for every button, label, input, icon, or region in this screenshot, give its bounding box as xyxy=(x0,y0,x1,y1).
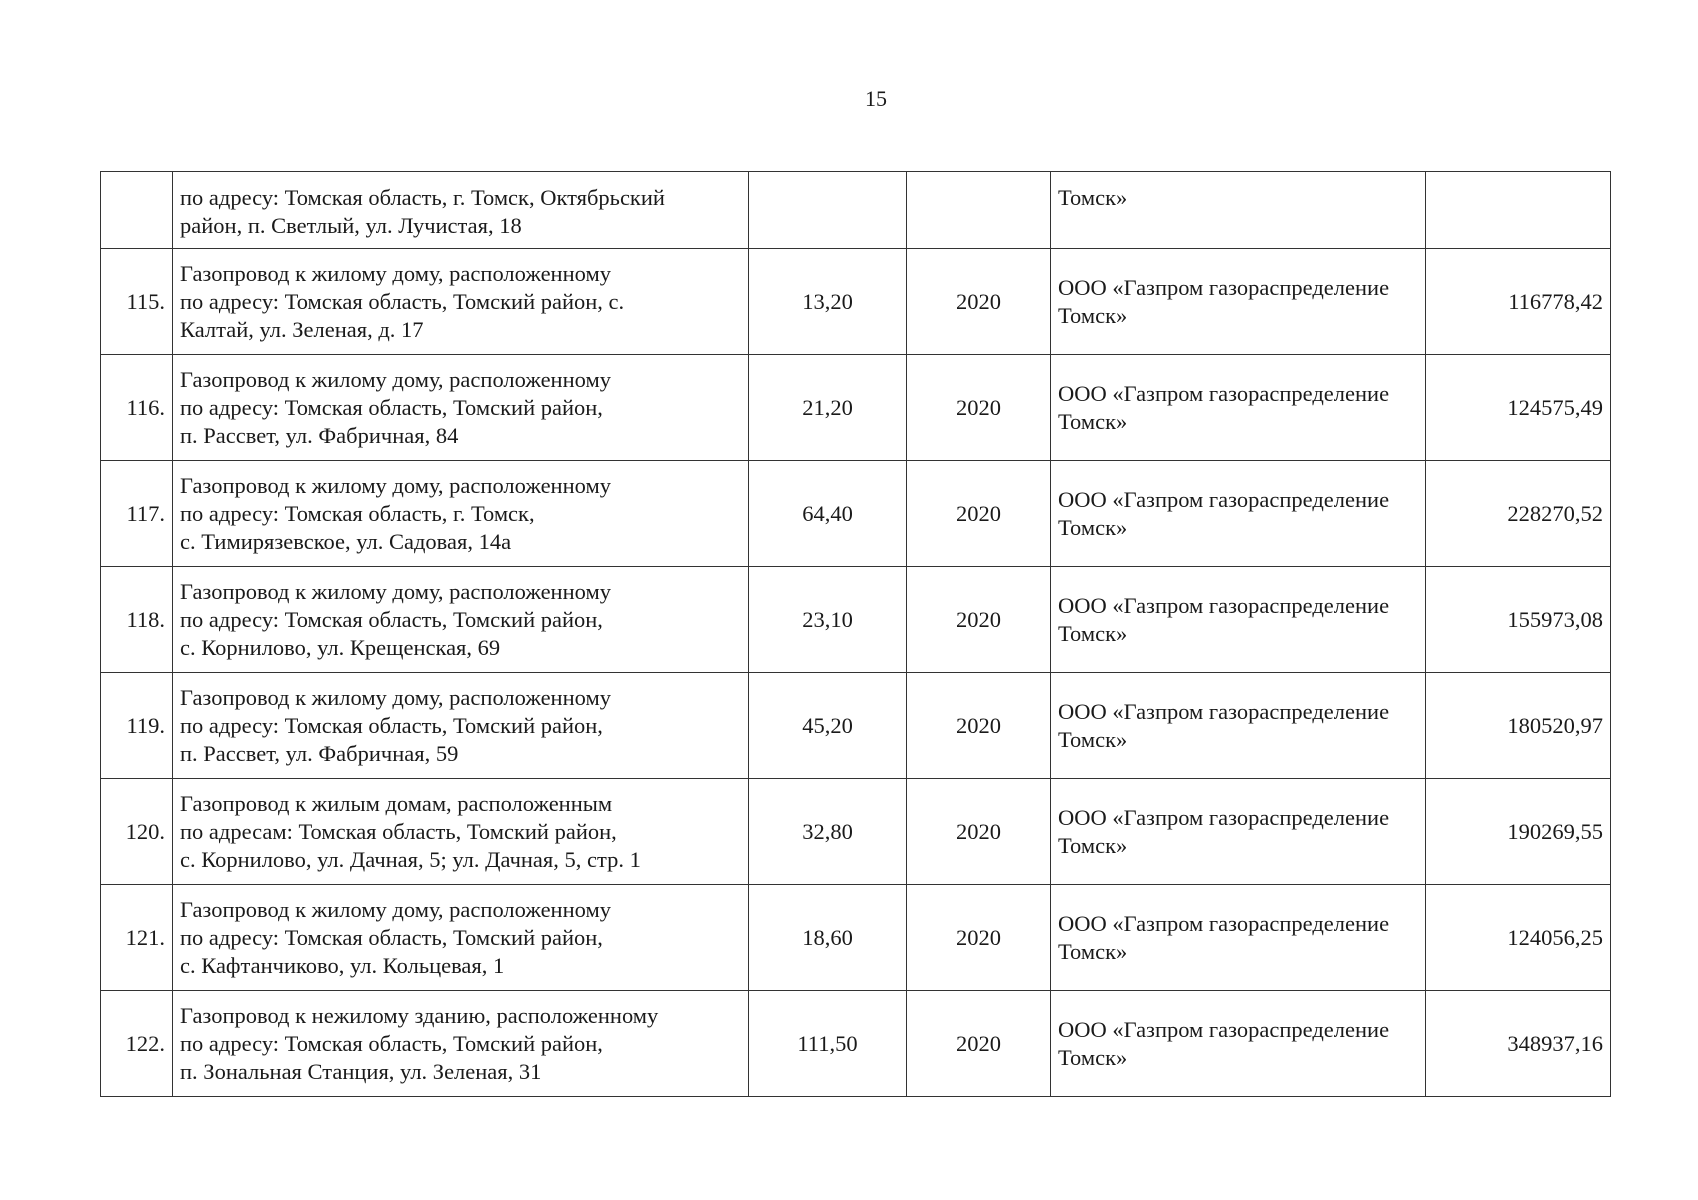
year-value: 2020 xyxy=(907,991,1051,1097)
organization-line: ООО «Газпром газораспределение xyxy=(1058,698,1390,724)
row-number: 116. xyxy=(101,355,173,461)
object-name-line: Газопровод к жилому дому, расположенному xyxy=(180,260,611,286)
organization-cell xyxy=(1051,779,1426,885)
year-value: 2020 xyxy=(907,249,1051,355)
object-name-line: Газопровод к жилому дому, расположенному xyxy=(180,472,611,498)
object-name-line: Газопровод к жилому дому, расположенному xyxy=(180,578,611,604)
objects-table xyxy=(100,171,1611,1097)
object-name-line: по адресу: Томская область, г. Томск, Октябрьский xyxy=(180,185,665,210)
cost-value: 124056,25 xyxy=(1426,885,1611,991)
organization-line: Томск» xyxy=(1058,514,1128,540)
organization-line: ООО «Газпром газораспределение xyxy=(1058,804,1390,830)
organization-cell xyxy=(1051,991,1426,1097)
object-name-line: с. Корнилово, ул. Крещенская, 69 xyxy=(180,634,501,660)
length-cell xyxy=(749,172,907,249)
organization-line: ООО «Газпром газораспределение xyxy=(1058,486,1390,512)
object-name-line: с. Тимирязевское, ул. Садовая, 14а xyxy=(180,528,512,554)
object-name-line: п. Рассвет, ул. Фабричная, 59 xyxy=(180,740,459,766)
organization-line: Томск» xyxy=(1058,408,1128,434)
object-name-cell xyxy=(173,779,749,885)
table-row xyxy=(101,673,1611,779)
object-name-line: п. Зональная Станция, ул. Зеленая, 31 xyxy=(180,1058,542,1084)
object-name-line: по адресу: Томская область, г. Томск, xyxy=(180,500,535,526)
object-name-line: с. Кафтанчиково, ул. Кольцевая, 1 xyxy=(180,952,505,978)
organization-cell xyxy=(1051,885,1426,991)
object-name-line: по адресу: Томская область, Томский район, xyxy=(180,606,603,632)
object-name-cell xyxy=(173,461,749,567)
object-name-line: по адресу: Томская область, Томский район, xyxy=(180,924,603,950)
object-name-line: Газопровод к жилому дому, расположенному xyxy=(180,684,611,710)
table-row xyxy=(101,885,1611,991)
row-number: 121. xyxy=(101,885,173,991)
organization-cell xyxy=(1051,249,1426,355)
page-number: 15 xyxy=(865,86,887,111)
row-number-cell xyxy=(101,172,173,249)
table-row xyxy=(101,991,1611,1097)
table-row xyxy=(101,249,1611,355)
object-name-line: по адресам: Томская область, Томский район, xyxy=(180,818,617,844)
length-value: 64,40 xyxy=(749,461,907,567)
object-name-line: по адресу: Томская область, Томский район, xyxy=(180,712,603,738)
row-number: 118. xyxy=(101,567,173,673)
object-name-line: Газопровод к жилым домам, расположенным xyxy=(180,790,613,816)
row-number: 122. xyxy=(101,991,173,1097)
object-name-cell xyxy=(173,991,749,1097)
length-value: 18,60 xyxy=(749,885,907,991)
year-value: 2020 xyxy=(907,673,1051,779)
organization-line: Томск» xyxy=(1058,302,1128,328)
object-name-line: Калтай, ул. Зеленая, д. 17 xyxy=(180,316,424,342)
object-name-cell xyxy=(173,567,749,673)
organization-cell xyxy=(1051,461,1426,567)
object-name-line: с. Корнилово, ул. Дачная, 5; ул. Дачная, 5, стр. 1 xyxy=(180,846,641,872)
cost-value: 124575,49 xyxy=(1426,355,1611,461)
cost-cell xyxy=(1426,172,1611,249)
row-number: 115. xyxy=(101,249,173,355)
organization-line: Томск» xyxy=(1058,1044,1128,1070)
length-value: 23,10 xyxy=(749,567,907,673)
table-row xyxy=(101,355,1611,461)
organization-line: Томск» xyxy=(1058,185,1128,210)
object-name-cell xyxy=(173,355,749,461)
cost-value: 190269,55 xyxy=(1426,779,1611,885)
year-value: 2020 xyxy=(907,461,1051,567)
object-name-line: по адресу: Томская область, Томский район, xyxy=(180,1030,603,1056)
organization-line: ООО «Газпром газораспределение xyxy=(1058,380,1390,406)
organization-line: Томск» xyxy=(1058,726,1128,752)
organization-cell xyxy=(1051,567,1426,673)
object-name-line: район, п. Светлый, ул. Лучистая, 18 xyxy=(180,213,522,238)
row-number: 117. xyxy=(101,461,173,567)
object-name-cell xyxy=(173,172,749,249)
object-name-line: по адресу: Томская область, Томский район, с. xyxy=(180,288,625,314)
year-value: 2020 xyxy=(907,355,1051,461)
organization-cell xyxy=(1051,172,1426,249)
organization-line: Томск» xyxy=(1058,620,1128,646)
length-value: 13,20 xyxy=(749,249,907,355)
organization-line: ООО «Газпром газораспределение xyxy=(1058,592,1390,618)
table-row xyxy=(101,779,1611,885)
cost-value: 155973,08 xyxy=(1426,567,1611,673)
object-name-line: Газопровод к нежилому зданию, расположенному xyxy=(180,1002,659,1028)
organization-line: ООО «Газпром газораспределение xyxy=(1058,910,1390,936)
table-row xyxy=(101,461,1611,567)
organization-line: ООО «Газпром газораспределение xyxy=(1058,1016,1390,1042)
cost-value: 228270,52 xyxy=(1426,461,1611,567)
organization-cell xyxy=(1051,673,1426,779)
cost-value: 180520,97 xyxy=(1426,673,1611,779)
year-value: 2020 xyxy=(907,567,1051,673)
object-name-line: п. Рассвет, ул. Фабричная, 84 xyxy=(180,422,459,448)
table-row xyxy=(101,567,1611,673)
cost-value: 116778,42 xyxy=(1426,249,1611,355)
year-value: 2020 xyxy=(907,885,1051,991)
year-cell xyxy=(907,172,1051,249)
object-name-cell xyxy=(173,249,749,355)
year-value: 2020 xyxy=(907,779,1051,885)
organization-line: Томск» xyxy=(1058,938,1128,964)
object-name-cell xyxy=(173,885,749,991)
object-name-line: Газопровод к жилому дому, расположенному xyxy=(180,366,611,392)
row-number: 120. xyxy=(101,779,173,885)
object-name-cell xyxy=(173,673,749,779)
length-value: 111,50 xyxy=(749,991,907,1097)
object-name-line: Газопровод к жилому дому, расположенному xyxy=(180,896,611,922)
organization-line: ООО «Газпром газораспределение xyxy=(1058,274,1390,300)
organization-cell xyxy=(1051,355,1426,461)
length-value: 32,80 xyxy=(749,779,907,885)
organization-line: Томск» xyxy=(1058,832,1128,858)
length-value: 45,20 xyxy=(749,673,907,779)
table-row-continuation xyxy=(101,172,1611,249)
object-name-line: по адресу: Томская область, Томский район, xyxy=(180,394,603,420)
row-number: 119. xyxy=(101,673,173,779)
length-value: 21,20 xyxy=(749,355,907,461)
cost-value: 348937,16 xyxy=(1426,991,1611,1097)
